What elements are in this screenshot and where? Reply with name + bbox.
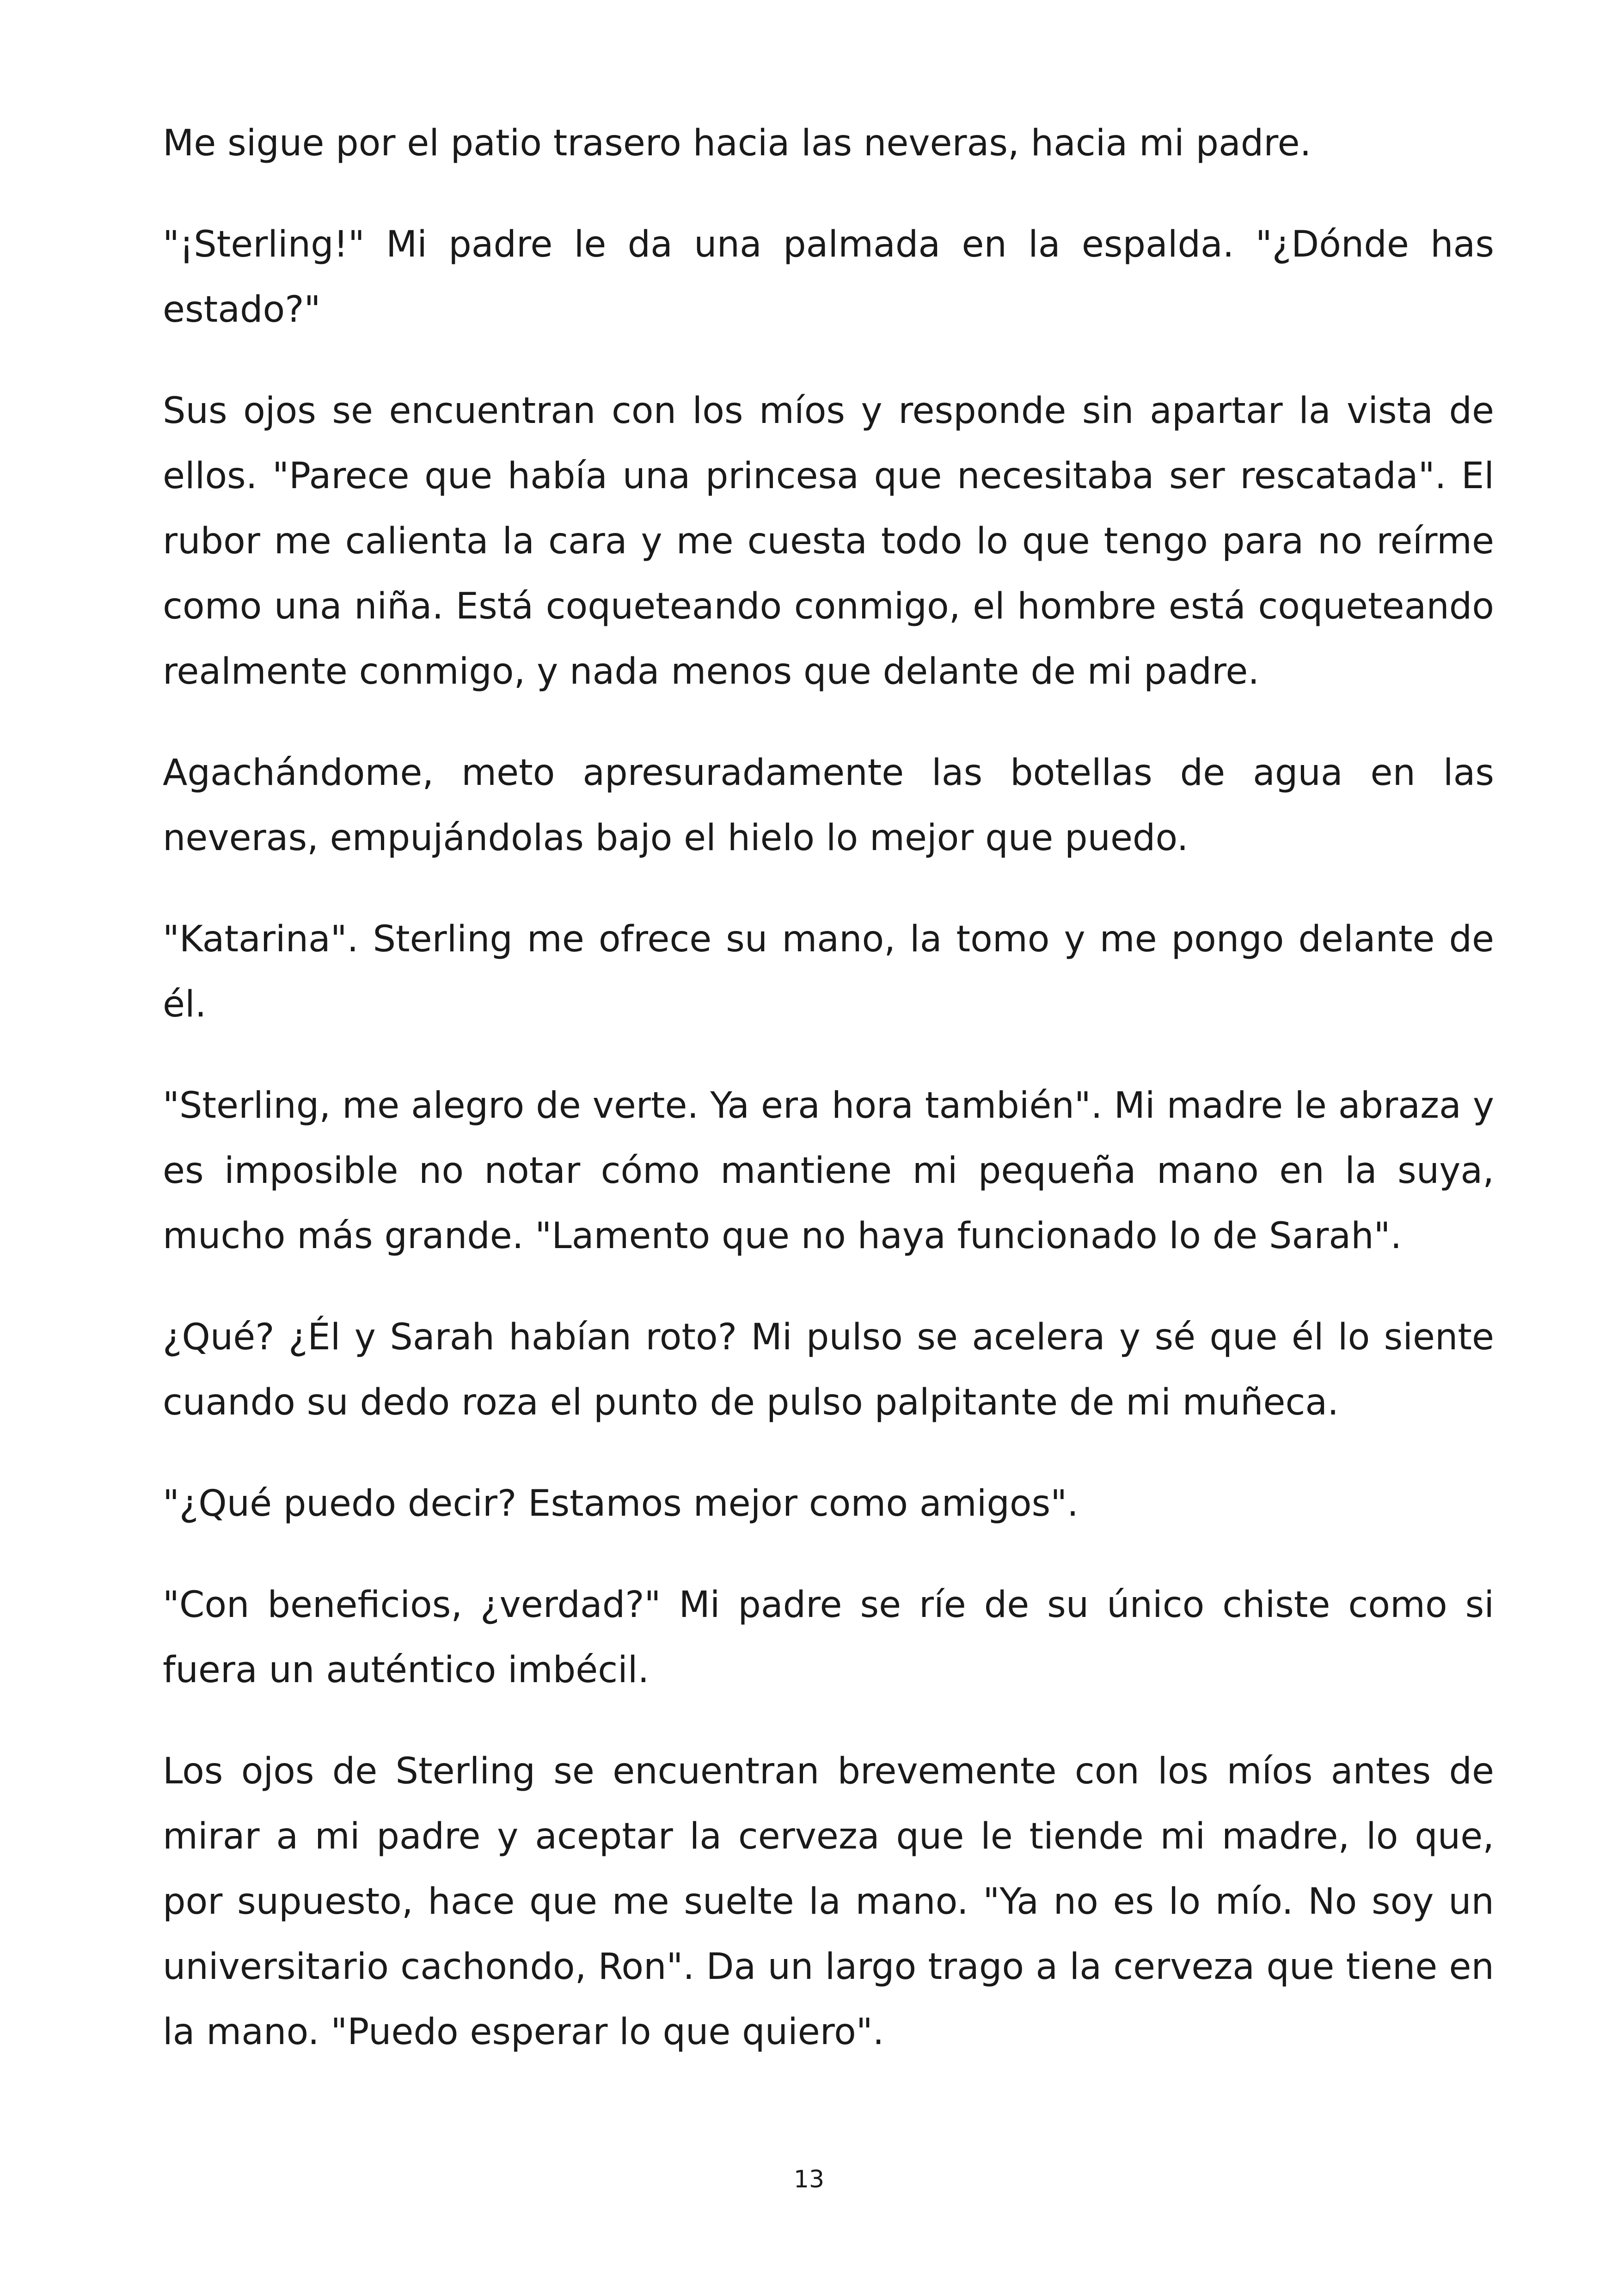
paragraph: Sus ojos se encuentran con los míos y responde sin apartar la vista de ellos. "Parece que había una princesa que necesitaba ser rescatada". El rubor me calienta la cara y me cuesta todo lo que tengo para no reírme como una niña. Está coqueteando conmigo, el hombre está coqueteando realmente conmigo, y nada menos que delante de mi padre. (163, 390, 1494, 692)
paragraph: "¡Sterling!" Mi padre le da una palmada en la espalda. "¿Dónde has estado?" (163, 224, 1494, 331)
body-text (163, 111, 1494, 2101)
paragraph: Los ojos de Sterling se encuentran brevemente con los míos antes de mirar a mi padre y aceptar la cerveza que le tiende mi madre, lo que, por supuesto, hace que me suelte la mano. "Ya no es lo mío. No soy un universitario cachondo, Ron". Da un largo trago a la cerveza que tiene en la mano. "Puedo esperar lo que quiero". (163, 1751, 1494, 2053)
paragraph: "Sterling, me alegro de verte. Ya era hora también". Mi madre le abraza y es imposible no notar cómo mantiene mi pequeña mano en la suya, mucho más grande. "Lamento que no haya funcionado lo de Sarah". (163, 1085, 1494, 1257)
paragraph: Me sigue por el patio trasero hacia las neveras, hacia mi padre. (163, 122, 1312, 164)
paragraph: ¿Qué? ¿Él y Sarah habían roto? Mi pulso se acelera y sé que él lo siente cuando su dedo roza el punto de pulso palpitante de mi muñeca. (163, 1316, 1494, 1423)
paragraph: "Katarina". Sterling me ofrece su mano, la tomo y me pongo delante de él. (163, 918, 1494, 1025)
page-number: 13 (793, 2166, 825, 2193)
paragraph: Agachándome, meto apresuradamente las botellas de agua en las neveras, empujándolas bajo el hielo lo mejor que puedo. (163, 752, 1494, 859)
paragraph: "¿Qué puedo decir? Estamos mejor como amigos". (163, 1483, 1079, 1525)
paragraph: "Con beneficios, ¿verdad?" Mi padre se ríe de su único chiste como si fuera un auténtico imbécil. (163, 1584, 1494, 1691)
